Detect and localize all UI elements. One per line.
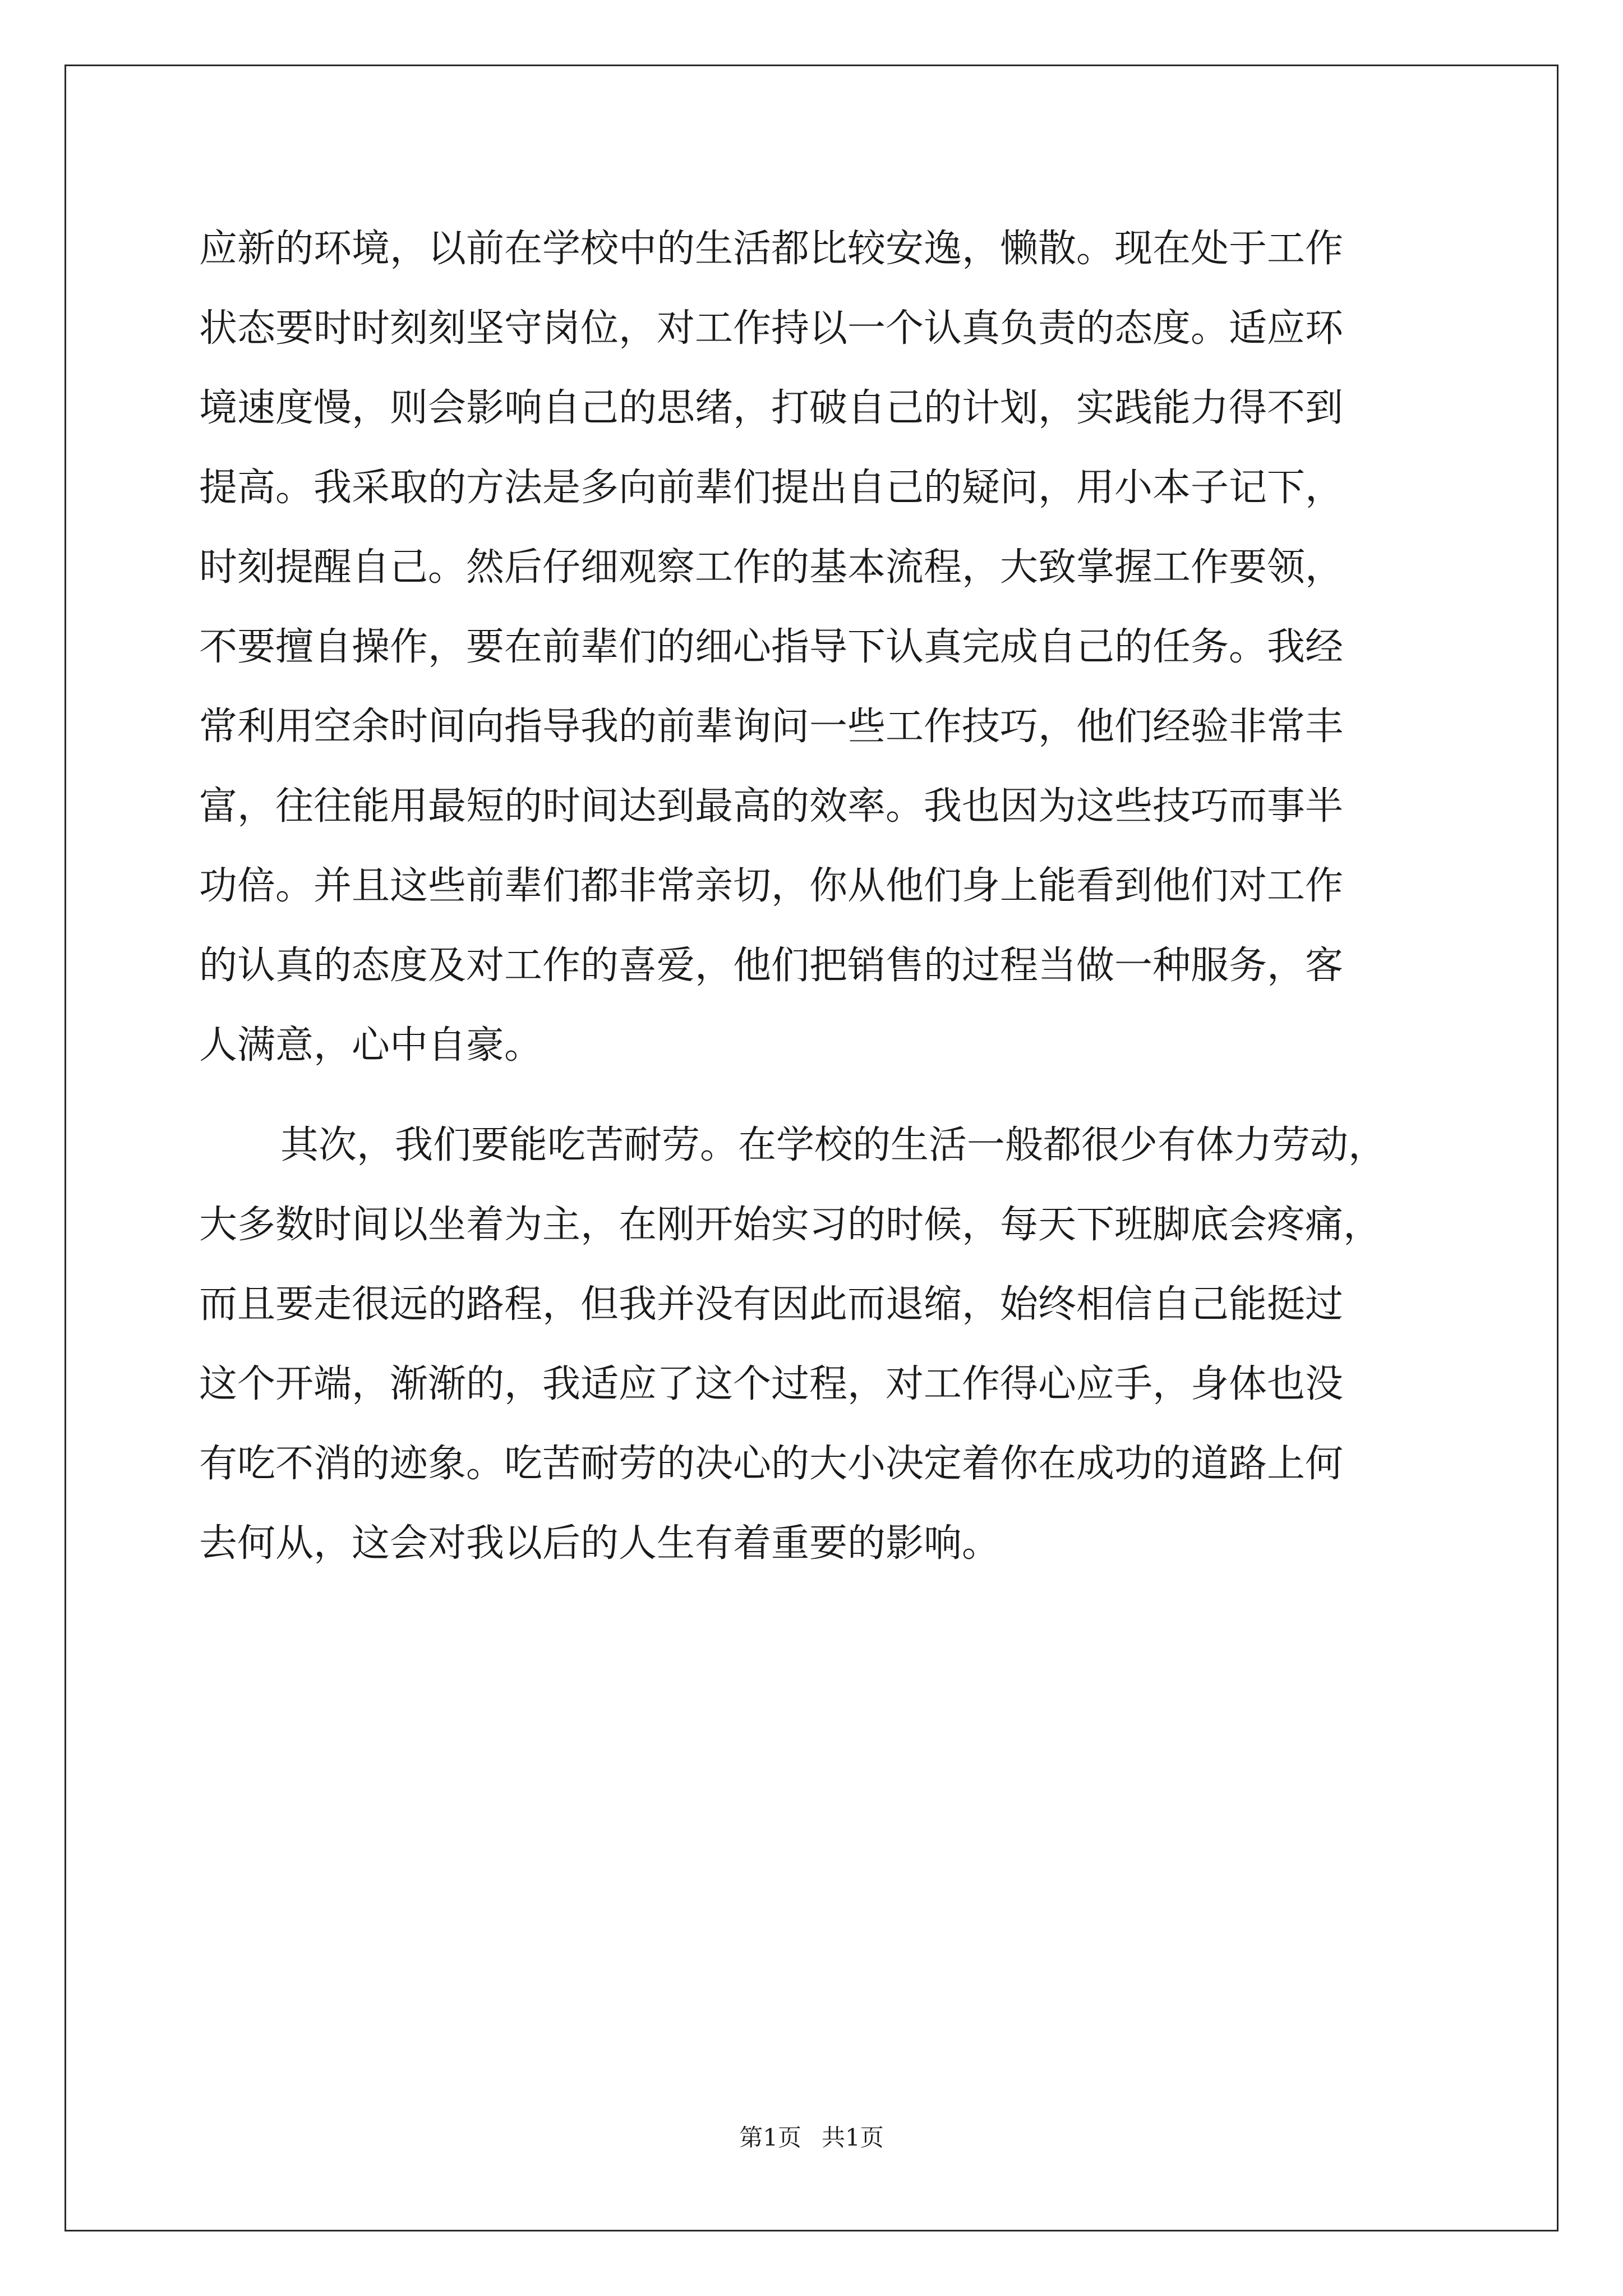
paragraph-2-line: 去何从，这会对我以后的人生有着重要的影响。 <box>199 1521 1000 1566</box>
paragraph-1-line: 功倍。并且这些前辈们都非常亲切，你从他们身上能看到他们对工作 <box>199 864 1344 908</box>
paragraph-2-line: 其次，我们要能吃苦耐劳。在学校的生活一般都很少有体力劳动， <box>280 1123 1387 1167</box>
paragraph-2-line: 有吃不消的迹象。吃苦耐劳的决心的大小决定着你在成功的道路上何 <box>199 1442 1344 1486</box>
paragraph-1-line: 不要擅自操作，要在前辈们的细心指导下认真完成自己的任务。我经 <box>199 625 1344 669</box>
page-footer <box>0 2126 1623 2150</box>
paragraph-1-line: 应新的环境，以前在学校中的生活都比较安逸，懒散。现在处于工作 <box>199 227 1344 271</box>
paragraph-1-line: 人满意，心中自豪。 <box>199 1023 543 1068</box>
page-number-total: 共1页 <box>822 2124 884 2151</box>
paragraph-1-line: 常利用空余时间向指导我的前辈询问一些工作技巧，他们经验非常丰 <box>199 705 1344 749</box>
paragraph-1-line: 时刻提醒自己。然后仔细观察工作的基本流程，大致掌握工作要领， <box>199 545 1344 590</box>
page-number-current: 第1页 <box>739 2124 801 2151</box>
paragraph-2-line: 而且要走很远的路程，但我并没有因此而退缩，始终相信自己能挺过 <box>199 1282 1344 1327</box>
paragraph-1-line: 境速度慢，则会影响自己的思绪，打破自己的计划，实践能力得不到 <box>199 386 1344 430</box>
paragraph-1-line: 富，往往能用最短的时间达到最高的效率。我也因为这些技巧而事半 <box>199 784 1344 829</box>
paragraph-1-line: 的认真的态度及对工作的喜爱，他们把销售的过程当做一种服务，客 <box>199 944 1344 988</box>
paragraph-1-line: 状态要时时刻刻坚守岗位，对工作持以一个认真负责的态度。适应环 <box>199 306 1344 351</box>
paragraph-2-line: 这个开端，渐渐的，我适应了这个过程，对工作得心应手，身体也没 <box>199 1362 1344 1406</box>
paragraph-1-line: 提高。我采取的方法是多向前辈们提出自己的疑问，用小本子记下， <box>199 466 1344 510</box>
paragraph-2-line: 大多数时间以坐着为主，在刚开始实习的时候，每天下班脚底会疼痛， <box>199 1203 1382 1247</box>
